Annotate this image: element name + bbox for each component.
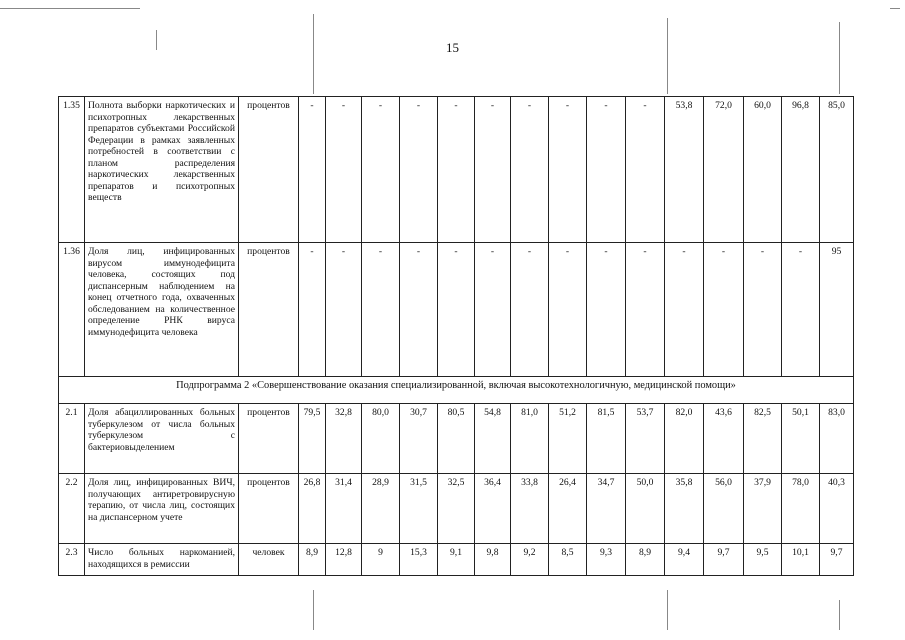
- scan-artifact-line: [156, 30, 157, 50]
- unit-cell: процентов: [239, 97, 299, 243]
- value-cell: -: [400, 97, 438, 243]
- value-cell: 40,3: [820, 474, 854, 544]
- value-cell: 9,1: [438, 544, 475, 576]
- value-cell: 53,8: [665, 97, 704, 243]
- value-cell: 81,0: [511, 404, 549, 474]
- value-cell: 33,8: [511, 474, 549, 544]
- value-cell: 79,5: [299, 404, 326, 474]
- value-cell: 80,5: [438, 404, 475, 474]
- value-cell: 36,4: [475, 474, 511, 544]
- value-cell: -: [475, 97, 511, 243]
- scan-artifact-line: [667, 18, 668, 94]
- indicator-name: Доля лиц, инфицированных вирусом иммунодефицита человека, состоящих под диспансерным наблюдением на конец отчетного года, охваченных обследованием на количественное определение РНК вируса иммунодефицита человека: [85, 243, 239, 377]
- value-cell: -: [549, 97, 587, 243]
- value-cell: 12,8: [326, 544, 362, 576]
- value-cell: 80,0: [362, 404, 400, 474]
- value-cell: 8,5: [549, 544, 587, 576]
- indicator-name: Доля абациллированных больных туберкулезом от числа больных туберкулезом с бактериовыделением: [85, 404, 239, 474]
- value-cell: -: [362, 97, 400, 243]
- scan-artifact-line: [313, 590, 314, 630]
- row-number: 2.2: [59, 474, 85, 544]
- table-row: [59, 97, 854, 243]
- value-cell: 82,5: [744, 404, 782, 474]
- value-cell: 35,8: [665, 474, 704, 544]
- value-cell: 78,0: [782, 474, 820, 544]
- value-cell: -: [782, 243, 820, 377]
- value-cell: -: [626, 243, 665, 377]
- value-cell: -: [438, 243, 475, 377]
- indicator-name: Число больных наркоманией, находящихся в ремиссии: [85, 544, 239, 576]
- scan-artifact-line: [839, 600, 840, 630]
- value-cell: 26,8: [299, 474, 326, 544]
- value-cell: -: [326, 97, 362, 243]
- value-cell: -: [299, 97, 326, 243]
- indicator-name: Доля лиц, инфицированных ВИЧ, получающих антиретровирусную терапию, от числа лиц, состоящих на диспансерном учете: [85, 474, 239, 544]
- section-title: Подпрограмма 2 «Совершенствование оказания специализированной, включая высокотехнологичную, медицинской помощи»: [59, 377, 854, 404]
- value-cell: 54,8: [475, 404, 511, 474]
- value-cell: -: [587, 97, 626, 243]
- row-number: 2.3: [59, 544, 85, 576]
- value-cell: -: [626, 97, 665, 243]
- value-cell: 31,5: [400, 474, 438, 544]
- value-cell: 8,9: [626, 544, 665, 576]
- value-cell: 72,0: [704, 97, 744, 243]
- value-cell: -: [665, 243, 704, 377]
- value-cell: 10,1: [782, 544, 820, 576]
- value-cell: -: [511, 243, 549, 377]
- indicator-name: Полнота выборки наркотических и психотропных лекарственных препаратов субъектами Российской Федерации в рамках заявленных потребностей в соответствии с планом распределения наркотических лекарственных препаратов и психотропных веществ: [85, 97, 239, 243]
- section-row: [59, 377, 854, 404]
- value-cell: 37,9: [744, 474, 782, 544]
- unit-cell: человек: [239, 544, 299, 576]
- value-cell: -: [549, 243, 587, 377]
- value-cell: 8,9: [299, 544, 326, 576]
- value-cell: -: [587, 243, 626, 377]
- table-row: [59, 243, 854, 377]
- scan-artifact-line: [890, 8, 900, 9]
- value-cell: 81,5: [587, 404, 626, 474]
- section-header: [59, 377, 854, 404]
- table-body-top: [59, 97, 854, 377]
- unit-cell: процентов: [239, 243, 299, 377]
- value-cell: 28,9: [362, 474, 400, 544]
- scan-artifact-line: [667, 590, 668, 630]
- scan-artifact-line: [313, 14, 314, 94]
- value-cell: 9,3: [587, 544, 626, 576]
- table-row: [59, 474, 854, 544]
- value-cell: 9,7: [820, 544, 854, 576]
- value-cell: 60,0: [744, 97, 782, 243]
- value-cell: -: [475, 243, 511, 377]
- value-cell: -: [299, 243, 326, 377]
- indicators-table: [58, 96, 854, 576]
- value-cell: 56,0: [704, 474, 744, 544]
- value-cell: 9,4: [665, 544, 704, 576]
- unit-cell: процентов: [239, 404, 299, 474]
- value-cell: 32,5: [438, 474, 475, 544]
- value-cell: -: [362, 243, 400, 377]
- value-cell: 95: [820, 243, 854, 377]
- table-body-bottom: [59, 404, 854, 576]
- table-row: [59, 544, 854, 576]
- scan-artifact-line: [839, 22, 840, 94]
- value-cell: 9,2: [511, 544, 549, 576]
- value-cell: 85,0: [820, 97, 854, 243]
- scan-artifact-line: [0, 8, 140, 9]
- value-cell: 43,6: [704, 404, 744, 474]
- value-cell: 9,5: [744, 544, 782, 576]
- value-cell: 31,4: [326, 474, 362, 544]
- value-cell: 82,0: [665, 404, 704, 474]
- value-cell: 15,3: [400, 544, 438, 576]
- value-cell: -: [326, 243, 362, 377]
- value-cell: -: [438, 97, 475, 243]
- value-cell: -: [704, 243, 744, 377]
- table-row: [59, 404, 854, 474]
- value-cell: 26,4: [549, 474, 587, 544]
- value-cell: 32,8: [326, 404, 362, 474]
- value-cell: 34,7: [587, 474, 626, 544]
- value-cell: -: [400, 243, 438, 377]
- value-cell: 96,8: [782, 97, 820, 243]
- value-cell: 50,0: [626, 474, 665, 544]
- value-cell: 51,2: [549, 404, 587, 474]
- value-cell: 50,1: [782, 404, 820, 474]
- value-cell: 9,8: [475, 544, 511, 576]
- unit-cell: процентов: [239, 474, 299, 544]
- row-number: 2.1: [59, 404, 85, 474]
- page-number: 15: [446, 40, 459, 55]
- value-cell: 83,0: [820, 404, 854, 474]
- value-cell: 9,7: [704, 544, 744, 576]
- row-number: 1.36: [59, 243, 85, 377]
- row-number: 1.35: [59, 97, 85, 243]
- value-cell: 30,7: [400, 404, 438, 474]
- value-cell: 9: [362, 544, 400, 576]
- value-cell: -: [744, 243, 782, 377]
- value-cell: -: [511, 97, 549, 243]
- value-cell: 53,7: [626, 404, 665, 474]
